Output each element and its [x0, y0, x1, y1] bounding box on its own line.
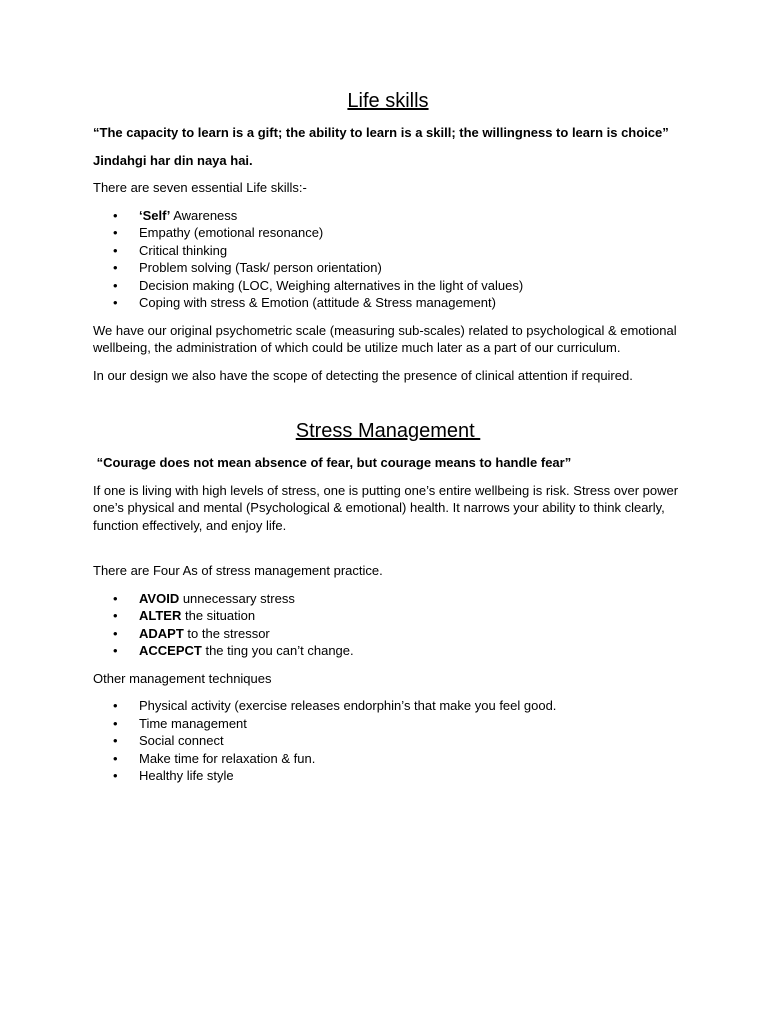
life-skills-heading: Life skills	[347, 90, 429, 112]
learning-quote: “The capacity to learn is a gift; the ability to learn is a skill; the willingness to learn is choice”	[93, 125, 669, 140]
item-text: Decision making (LOC, Weighing alternatives in the light of values)	[139, 277, 524, 293]
four-as-intro: There are Four As of stress management practice.	[93, 563, 383, 578]
document-body	[93, 88, 683, 795]
spacer	[93, 544, 683, 562]
item-text: Critical thinking	[139, 242, 228, 258]
list-item	[93, 294, 683, 312]
list-item	[93, 642, 683, 660]
list-item: • Healthy life style	[93, 767, 683, 785]
item-text: Empathy (emotional resonance)	[139, 225, 324, 240]
courage-quote: “Courage does not mean absence of fear, but courage means to handle fear”	[93, 455, 572, 470]
item-text: unnecessary stress	[179, 590, 295, 606]
item-text: to the stressor	[183, 625, 270, 641]
four-as-list	[93, 590, 683, 660]
life-skills-list	[93, 207, 683, 312]
list-item: • Physical activity (exercise releases endorphin’s that make you feel good.	[93, 697, 683, 715]
spacer	[93, 394, 683, 418]
list-item	[93, 207, 683, 225]
list-item: • Social connect	[93, 732, 683, 750]
item-bold: ADAPT	[139, 625, 184, 641]
list-item: • Time management	[93, 715, 683, 733]
list-item: • Make time for relaxation & fun.	[93, 750, 683, 768]
item-text: Awareness	[170, 207, 238, 223]
stress-heading: Stress Management	[295, 420, 481, 442]
stress-paragraph: If one is living with high levels of stress, one is putting one’s entire wellbeing is risk. Stress over power one’s physical and mental (Psychological & emotional) health. It narrows your ability to think clearly, function effectively, and enjoy life.	[93, 482, 679, 533]
item-text: the ting you can’t change.	[201, 643, 354, 658]
other-techniques-list	[93, 697, 683, 785]
item-text: Coping with stress & Emotion (attitude & Stress management)	[139, 295, 496, 310]
list-item	[93, 590, 683, 608]
list-item	[93, 277, 683, 295]
list-item	[93, 625, 683, 643]
list-item	[93, 607, 683, 625]
item-text: the situation	[181, 608, 256, 623]
clinical-paragraph: In our design we also have the scope of detecting the presence of clinical attention if required.	[93, 367, 633, 383]
list-item	[93, 259, 683, 277]
list-item	[93, 224, 683, 242]
list-item	[93, 242, 683, 260]
motto: Jindahgi har din naya hai.	[93, 152, 253, 168]
item-text: Problem solving (Task/ person orientation)	[139, 260, 382, 275]
psychometric-paragraph: We have our original psychometric scale (measuring sub-scales) related to psychological & emotional wellbeing, the administration of which could be utilize much later as a part of our curriculum.	[93, 322, 677, 355]
item-bold: ‘Self’	[139, 207, 171, 223]
item-bold: AVOID	[139, 590, 180, 606]
life-skills-intro: There are seven essential Life skills:-	[93, 180, 307, 195]
other-techniques-intro: Other management techniques	[93, 670, 272, 686]
item-bold: ALTER	[139, 608, 182, 623]
item-bold: ACCEPCT	[139, 643, 202, 658]
